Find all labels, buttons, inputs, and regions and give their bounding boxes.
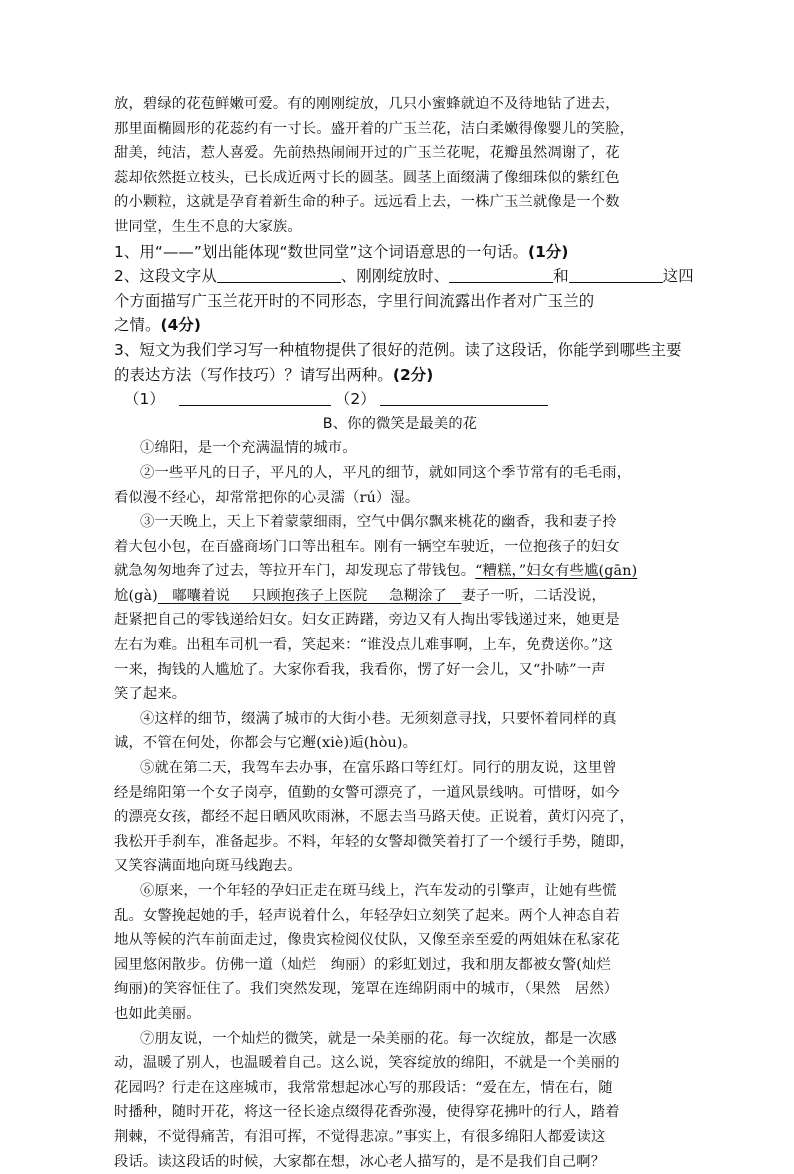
passage-a-line: 甜美，纯洁，惹人喜爱。先前热热闹闹开过的广玉兰花呢，花瓣虽然凋谢了，花	[114, 145, 620, 162]
paragraph-line: 的漂亮女孩，都经不起日晒风吹雨淋，不愿去当马路天使。正说着，黄灯闪亮了，	[114, 809, 635, 826]
question-2-line	[114, 313, 686, 338]
paragraph-line: 左右为难。出租车司机一看，笑起来：“谁没点儿难事啊，上车，免费送你。”这	[114, 637, 613, 654]
exam-page	[114, 92, 694, 1174]
question-2-line: 个方面描写广玉兰花开时的不同形态，字里行间流露出作者对广玉兰的	[114, 291, 595, 310]
paragraph-text: 就急匆匆地奔了过去，等拉开车门，却发现忘了带钱包。	[114, 563, 476, 580]
question-2-text-c: 和	[553, 267, 569, 286]
paragraph-line: 时播种，随时开花，将这一径长途点缀得花香弥漫，使得穿花拂叶的行人，踏着	[114, 1104, 620, 1121]
paragraph-line: ②一些平凡的日子，平凡的人，平凡的细节，就如同这个季节常有的毛毛雨，	[140, 464, 632, 481]
answer-blank[interactable]	[449, 267, 553, 283]
paragraph-line: 我松开手刹车，准备起步。不料，年轻的女警却微笑着打了一个缓行手势，随即，	[114, 833, 635, 850]
paragraph-line: ⑥原来，一个年轻的孕妇正走在斑马线上，汽车发动的引擎声，让她有些慌	[140, 883, 617, 899]
question-2-text-a: 2、这段文字从	[114, 267, 217, 286]
paragraph-line: 看似漫不经心，却常常把你的心灵濡（rú）湿。	[114, 489, 420, 506]
answer-label-1: （1）	[124, 390, 165, 409]
paragraph-line: ④这样的细节，缀满了城市的大街小巷。无须刻意寻找，只要怀着同样的真	[140, 710, 617, 727]
paragraph-line: 也如此美丽。	[114, 1005, 201, 1022]
question-3-line	[114, 363, 686, 388]
paragraph-line: 绚丽)的笑容怔住了。我们突然发现，笼罩在连绵阴雨中的城市，（果然 居然）	[114, 981, 619, 998]
question-2-text-b: 、刚刚绽放时、	[340, 267, 450, 286]
passage-a-line: 放，碧绿的花苞鲜嫩可爱。有的刚刚绽放，几只小蜜蜂就迫不及待地钻了进去，	[114, 96, 620, 112]
paragraph-line: 经是绵阳第一个女子岗亭，值勤的女警可漂亮了，一道风景线呐。可惜呀，如今	[114, 784, 620, 801]
paragraph-line: 一来，掏钱的人尴尬了。大家你看我，我看你，愣了好一会儿，又“扑哧”一声	[114, 661, 606, 678]
paragraph-line: 段话。读这段话的时候，大家都在想，冰心老人描写的，是不是我们自己啊？	[114, 1153, 606, 1170]
punctuation-blank[interactable]	[158, 588, 172, 604]
paragraph-line: 乱。女警挽起她的手，轻声说着什么，年轻孕妇立刻笑了起来。两个人神态自若	[114, 907, 620, 924]
paragraph-line: 地从等候的汽车前面走过，像贵宾检阅仪仗队，又像至亲至爱的两姐妹在私家花	[114, 932, 620, 949]
punctuation-blank[interactable]	[230, 588, 252, 604]
underlined-text: 只顾抱孩子上医院	[251, 587, 368, 604]
answer-blank[interactable]	[179, 390, 331, 406]
paragraph-line: ⑦朋友说，一个灿烂的微笑，就是一朵美丽的花。每一次绽放，都是一次感	[140, 1030, 617, 1047]
paragraph-line: 赶紧把自己的零钱递给妇女。妇女正踌躇，旁边又有人掏出零钱递过来，她更是	[114, 612, 620, 629]
paragraph-line	[114, 559, 686, 584]
paragraph-line: 荆棘，不觉得痛苦，有泪可挥，不觉得悲凉。”事实上，有很多绵阳人都爱读这	[114, 1128, 606, 1145]
question-2-text-d: 这四	[662, 267, 694, 286]
paragraph-line: ③一天晚上，天上下着蒙蒙细雨，空气中偶尔飘来桃花的幽香，我和妻子拎	[140, 514, 617, 531]
paragraph-line: ⑤就在第二天，我驾车去办事，在富乐路口等红灯。同行的朋友说，这里曾	[140, 760, 617, 777]
punctuation-blank[interactable]	[447, 588, 461, 604]
paragraph-line: 着大包小包，在百盛商场门口等出租车。刚有一辆空车驶近，一位抱孩子的妇女	[114, 538, 620, 555]
punctuation-blank[interactable]	[367, 588, 389, 604]
answer-blank[interactable]	[217, 267, 341, 283]
paragraph-line: ①绵阳，是一个充满温情的城市。	[140, 440, 357, 457]
paragraph-line: 动，温暖了别人，也温暖着自己。这么说，笑容绽放的绵阳，不就是一个美丽的	[114, 1055, 620, 1072]
question-2-score: (4分)	[160, 316, 202, 335]
question-3-line-2: 的表达方法（写作技巧）？请写出两种。	[114, 365, 393, 384]
question-2-line-3: 之情。	[114, 316, 161, 335]
paragraph-text: 尬(gà)	[114, 587, 158, 604]
question-1	[114, 240, 686, 265]
passage-a-line: 蕊却依然挺立枝头，已长成近两寸长的圆茎。圆茎上面缀满了像细珠似的紫红色	[114, 169, 620, 186]
question-1-score: (1分)	[527, 242, 569, 261]
paragraph-line: 笑了起来。	[114, 686, 187, 703]
paragraph-text: 妻子一听，二话没说，	[461, 587, 606, 604]
question-3-score: (2分)	[392, 365, 434, 384]
underlined-text: 急糊涂了	[389, 587, 448, 604]
passage-a-line: 世同堂，生生不息的大家族。	[114, 218, 302, 235]
question-3-answers	[114, 387, 686, 412]
question-3-line: 3、短文为我们学习写一种植物提供了很好的范例。读了这段话，你能学到哪些主要	[114, 340, 682, 359]
passage-a-line: 那里面椭圆形的花蕊约有一寸长。盛开着的广玉兰花，洁白柔嫩得像婴儿的笑脸，	[114, 120, 635, 137]
paragraph-line: 又笑容满面地向斑马线跑去。	[114, 858, 302, 875]
paragraph-line	[114, 584, 686, 609]
question-1-text: 1、用“——”划出能体现“数世同堂”这个词语意思的一句话。	[114, 242, 528, 261]
paragraph-line: 诚，不管在何处，你都会与它邂(xiè)逅(hòu)。	[114, 735, 418, 752]
answer-blank[interactable]	[569, 267, 663, 283]
question-2	[114, 264, 694, 289]
paragraph-line: 花园吗？行走在这座城市，我常常想起冰心写的那段话：“爱在左，情在右，随	[114, 1079, 613, 1096]
underlined-text: 嘟囔着说	[172, 587, 231, 604]
paragraph-line: 园里悠闲散步。仿佛一道（灿烂 绚丽）的彩虹划过，我和朋友都被女警(灿烂	[114, 956, 611, 973]
passage-a-line: 的小颗粒，这就是孕育着新生命的种子。远远看上去，一株广玉兰就像是一个数	[114, 194, 620, 211]
passage-title: B、你的微笑是最美的花	[322, 415, 478, 432]
answer-blank[interactable]	[380, 390, 548, 406]
answer-label-2: （2）	[334, 390, 376, 409]
underlined-text: “糟糕，”妇女有些尴(gān)	[475, 563, 638, 580]
